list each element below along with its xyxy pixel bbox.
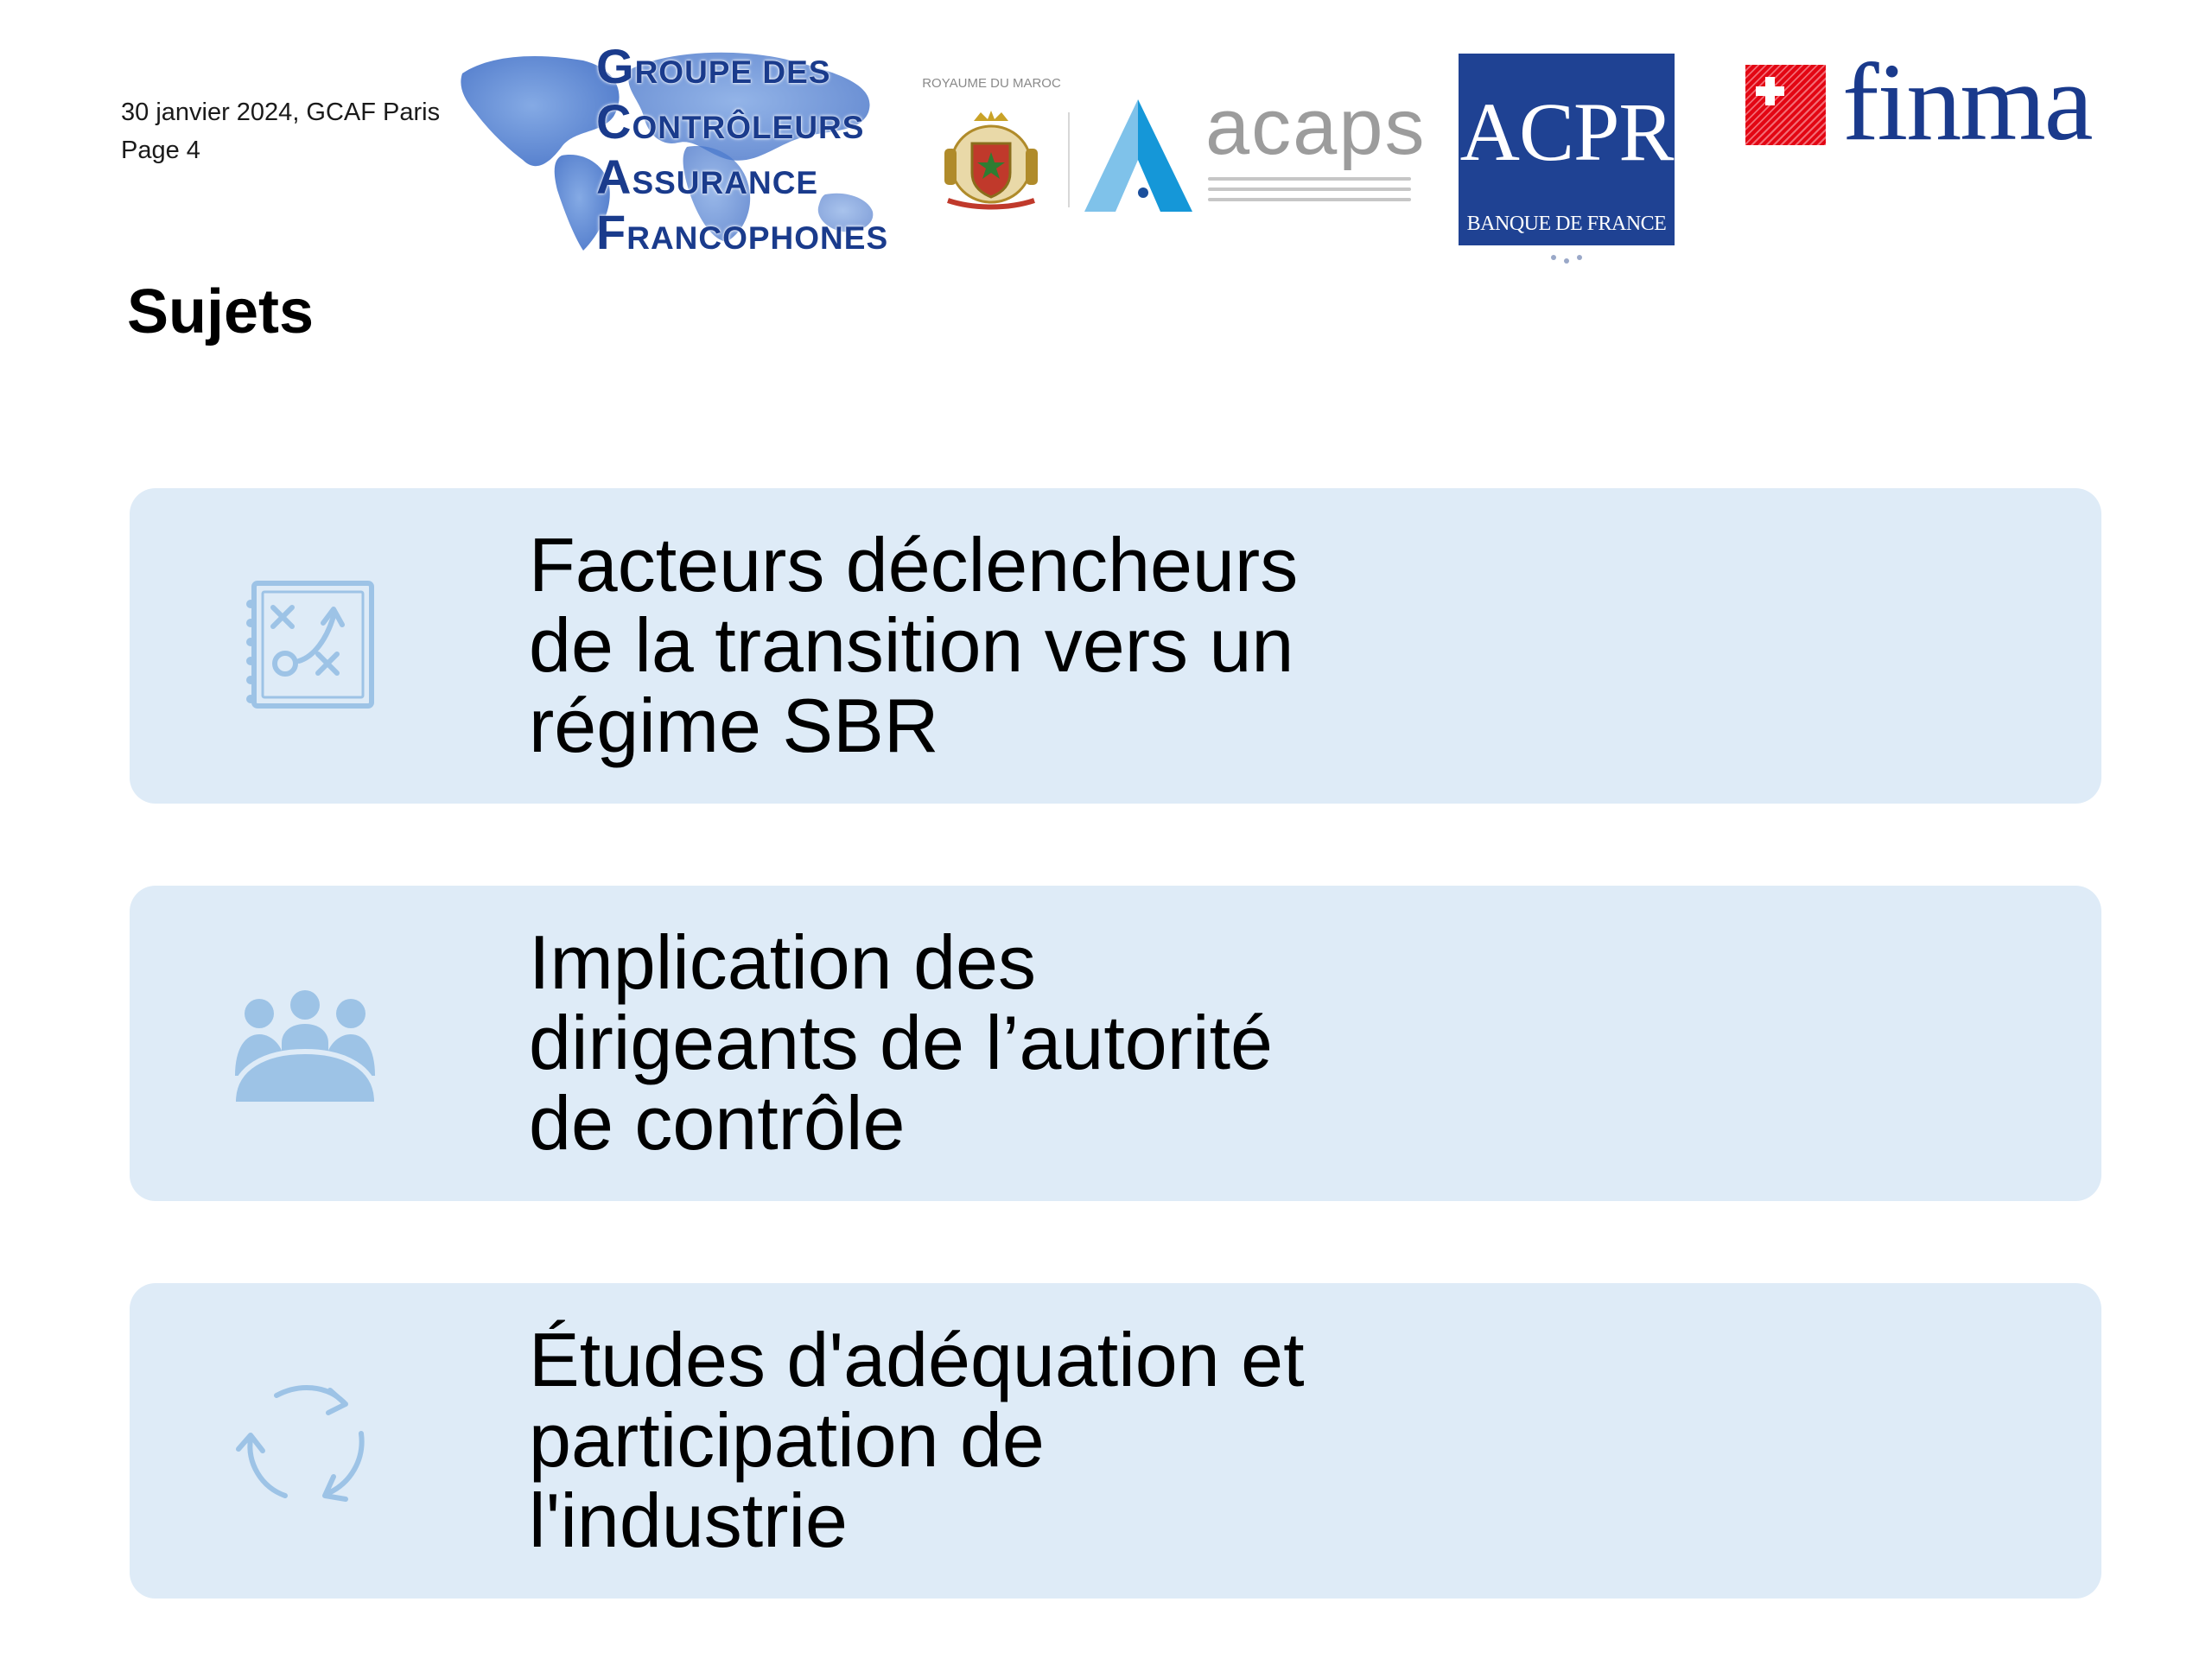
maroc-label: ROYAUME DU MAROC [922,76,1061,91]
acpr-wordmark: ACPR [1459,86,1674,178]
logo-separator [1068,112,1070,207]
topic-card-3 [130,1283,2101,1599]
gcaf-line-1: GROUPE DES [596,39,831,93]
acpr-subtitle: BANQUE DE FRANCE [1466,213,1667,235]
acaps-wordmark: acaps [1205,83,1427,171]
gcaf-line-4: FRANCOPHONES [596,205,889,259]
slide-meta [121,93,440,169]
topic-card-2 [130,886,2101,1201]
acaps-tagline [1208,177,1411,208]
acpr-box [1459,54,1675,245]
topic-text-1: Facteurs déclencheurs de la transition vers un régime SBR [529,522,1299,768]
finma-logo [1745,41,2108,163]
acpr-logo [1459,54,1675,270]
coat-of-arms-icon [939,111,1043,214]
date-location: 30 janvier 2024, GCAF Paris [121,99,441,126]
topic-text-3: Études d'adéquation et participation de l'industrie [529,1317,1305,1563]
gcaf-logo [454,35,899,259]
page-number: Page 4 [121,137,200,164]
acaps-logo [1084,82,1427,220]
cycle-arrows-icon [232,1370,378,1512]
gcaf-line-2: CONTRÔLEURS [596,94,865,149]
strategy-board-icon [232,575,378,717]
finma-wordmark: finma [1842,41,2092,163]
gcaf-line-3: ASSURANCE [596,149,819,204]
acaps-triangle-icon [1084,99,1192,212]
swiss-cross-icon [1745,65,1826,145]
slide-title: Sujets [127,277,315,346]
acpr-ornament-icon [1545,251,1588,268]
topic-text-2: Implication des dirigeants de l’autorité de contrôle [529,919,1273,1166]
meeting-group-icon [232,972,378,1115]
gcaf-wordmark [596,41,888,263]
maroc-emblem-logo [912,76,1071,223]
topic-card-1 [130,488,2101,804]
